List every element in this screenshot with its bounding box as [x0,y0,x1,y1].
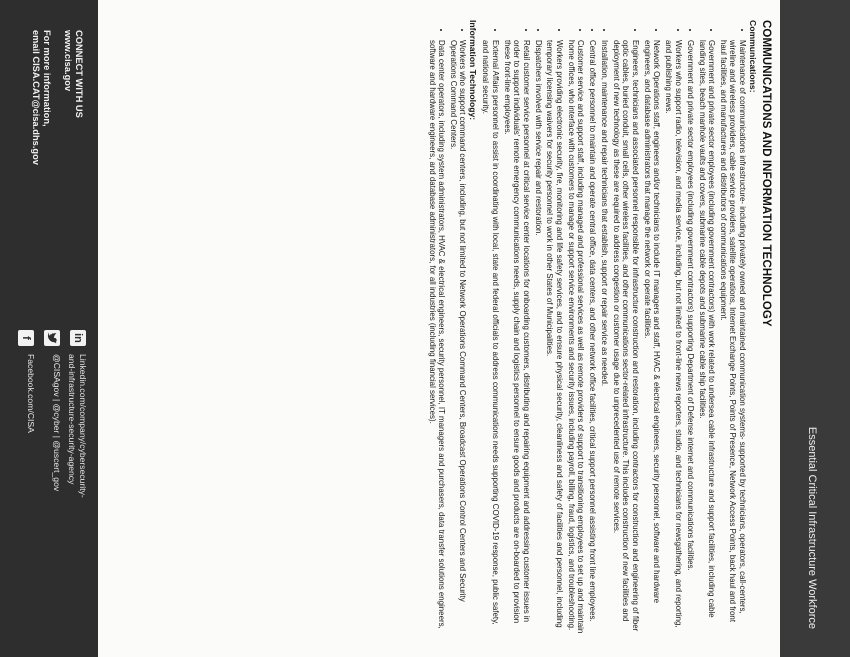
header-bar [780,0,850,657]
linkedin-line: and-infrastructure-security-agency [67,354,78,485]
linkedin-link[interactable] [67,354,88,498]
communications-list [481,20,747,635]
linkedin-row[interactable] [62,330,88,650]
list-item: • Network Operations staff, engineers and/or technicians to include IT managers and staff, HVAC & electrical engineers, security personnel, software and hardware engineers, and database administrators that manage the network or operate facilities. [642,40,661,635]
list-item: • Government and private sector employees (including government contractors) with work related to undersea cable infrastructure and support facilities, including cable landing sites, beach manhole vaults and covers, submarine cable depots and submarine cable ship facilities. [697,40,716,635]
facebook-row[interactable] [10,330,36,650]
list-item: • Data center operators, including system administrators, HVAC & electrical engineers, security personnel, IT managers and purchasers, data transfer solutions engineers, software and hardware engineers, and database administrators, for all industries (including financial services). [427,40,446,635]
list-item: • Workers providing electronic security, fire, monitoring and life safety services, and to ensure physical security, cleanliness and safety of facilities and personnel, including temporary licensing waivers for security personnel to work in other States of Municipalities. [545,40,564,635]
list-item: • Customer service and support staff, including managed and professional services as well as remote providers of support to transitioning employees to set up and maintain home offices, who interface with customers to manage or support service environments and security issues, including payroll, billing, fraud, logistics, and troubleshooting. [566,40,585,635]
email-link[interactable]: email CISA.CAT@cisa.dhs.gov [31,30,41,165]
list-item: • Central office personnel to maintain and operate central office, data centers, and other network office facilities, critical support personnel assisting front line employees. [588,40,598,635]
connect-heading: CONNECT WITH US [74,30,84,118]
website-link[interactable]: www.cisa.gov [63,30,73,92]
it-heading: Information Technology: [468,20,479,121]
list-item: • Retail customer service personnel at critical service center locations for onboarding customers, distributing and repairing equipment and addressing customer issues in order to support individuals' remote emergency communications needs, supply chain and logistics personnel to ensure goods and products are on-boarded to provision these front-line employees. [502,40,531,635]
more-info-block [30,30,52,165]
section-title: COMMUNICATIONS AND INFORMATION TECHNOLOGY [760,20,772,327]
it-list [427,20,467,635]
facebook-link[interactable]: Facebook.com/CISA [26,354,36,433]
list-item: • External Affairs personnel to assist in coordinating with local, state and federal officials to address communications needs supporting COVID-19 response, public safety, and national security. [481,40,500,635]
facebook-icon: f [18,330,34,346]
footer-bar [0,0,98,657]
list-item: • Engineers, technicians and associated personnel responsible for infrastructure construction and restoration, including contractors for construction and engineering of fiber optic cables, buried conduit, small cells, other wireless facilities, and other communications sector-related infrastructure. This includes construction of new facilities and deployment of new technology as these are required to address congestion or customer usage due to unprecedented use of remote services. [611,40,640,635]
more-info-text: For more information, [42,30,52,127]
communications-heading: Communications: [748,20,758,93]
list-item: • Government and private sector employees (including government contractors) supporting Department of Defense internet and communications facilities. [685,40,695,635]
twitter-link[interactable]: @CISAgov | @cyber | @uscert_gov [52,354,62,492]
list-item: • Maintenance of communications infrastructure- including privately owned and maintained communication systems- supported by technicians, operators, call-centers, wireline and wireless providers, cable service providers, satellite operations, Internet Exchange Points, Points of Presence, Network Access Points, back haul and front haul facilities, and manufacturers and distributors of communications equipment. [718,40,747,635]
social-links [10,330,88,650]
twitter-icon [44,330,60,346]
twitter-row[interactable] [36,330,62,650]
list-item: • Dispatchers involved with service repair and restoration. [533,40,543,635]
list-item: • Workers who support command centers, including, but not limited to Network Operations Command Centers, Broadcast Operations Control Centers and Security Operations Command Centers. [448,40,467,635]
list-item: • Installation, maintenance and repair technicians that establish, support or repair service as needed. [600,40,610,635]
header-title: Essential Critical Infrastructure Workforce [806,426,818,629]
linkedin-line: Linkedin.com/company/cybersecurity- [78,354,88,498]
main-content [425,20,772,635]
list-item: • Workers who support radio, television, and media service, including, but not limited to front-line news reporters, studio, and technicians for newsgathering, and reporting, and publishing news. [664,40,683,635]
linkedin-icon: in [70,330,86,346]
connect-block [62,30,84,118]
